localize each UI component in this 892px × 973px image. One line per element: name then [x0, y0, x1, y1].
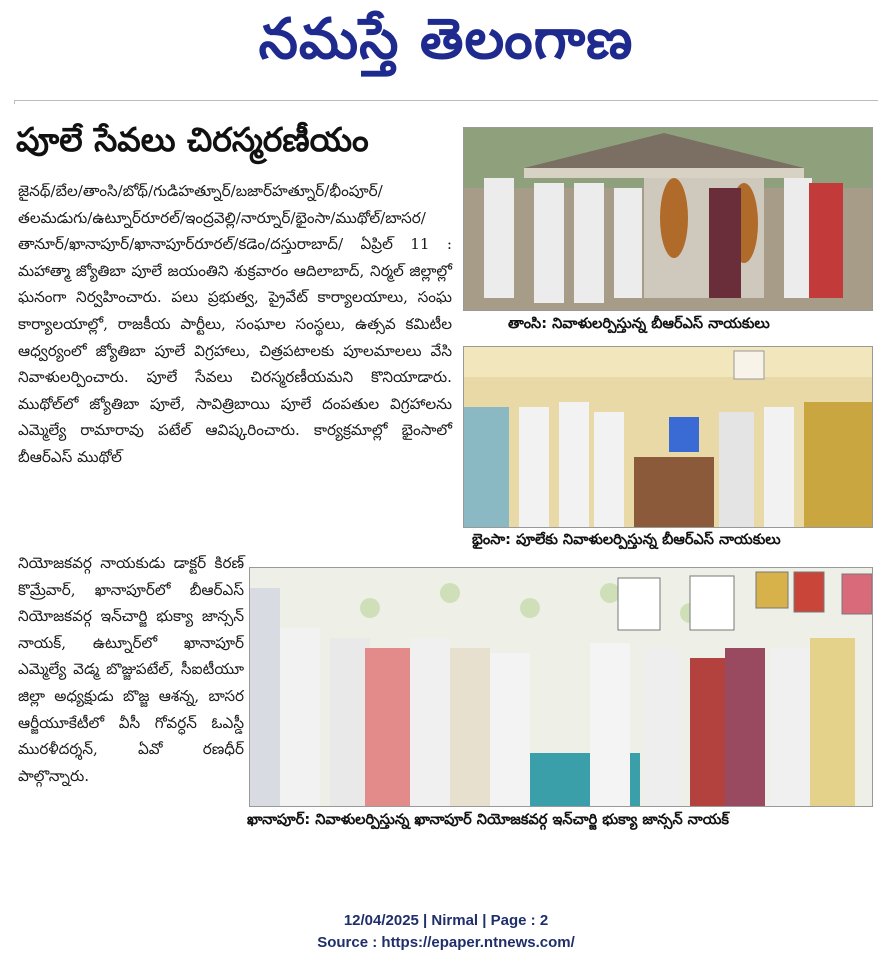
footer-dateline: 12/04/2025 | Nirmal | Page : 2 [343, 912, 549, 929]
left-divider [14, 100, 15, 104]
photo-bhainsa [463, 346, 873, 528]
photo-tamsi [463, 127, 873, 311]
photo-caption-tamsi: తాంసి: నివాళులర్పిస్తున్న బీఆర్‌ఎస్ నాయకులు [508, 316, 770, 332]
article-body-wide: జైనథ్/బేల/తాంసి/బోథ్/గుడిహత్నూర్/బజార్‌హత్నూర్/భీంపూర్/తలమడుగు/ఉట్నూర్‌రూరల్/ఇంద్రవెల్లి/నార్నూర్/భైంసా/ముథోల్/బాసర/తానూర్/ఖానాపూర్/ఖానాపూర్‌రూరల్/కడెం/దస్తురాబాద్/ ఏప్రిల్ 11 : మహాత్మా జ్యోతిబా పూలే జయంతిని శుక్రవారం ఆదిలాబాద్, నిర్మల్ జిల్లాల్లో ఘనంగా నిర్వహించారు. పలు ప్రభుత్వ, ప్రైవేట్ కార్యాలయాలు, సంఘ కార్యాలయాల్లో, రాజకీయ పార్టీలు, సంఘాల సంస్థలు, ఉత్సవ కమిటీల ఆధ్వర్యంలో జ్యోతిబా పూలే విగ్రహాలు, చిత్రపటాలకు పూలమాలలు వేసి నివాళులర్పించారు. పూలే సేవలు చిరస్మరణీయమని కొనియాడారు. ముథోల్‌లో జ్యోతిబా పూలే, సావిత్రిబాయి పూలే దంపతుల విగ్రహాలను ఎమ్మెల్యే రామారావు పటేల్ ఆవిష్కరించారు. కార్యక్రమాల్లో భైంసాలో బీఆర్‌ఎస్ ముథోల్ [18, 182, 452, 466]
photo-khanapur [249, 567, 873, 807]
article-body-narrow: నియోజకవర్గ నాయకుడు డాక్టర్ కిరణ్ కొమ్రేవార్, ఖానాపూర్‌లో బీఆర్‌ఎస్ నియోజకవర్గ ఇన్‌చార్జి భుక్యా జాన్సన్ నాయక్, ఉట్నూర్‌లో ఖానాపూర్ ఎమ్మెల్యే వెడ్మ బొజ్జుపటేల్, సీఐటీయూ జిల్లా అధ్యక్షుడు బొజ్జ ఆశన్న, బాసర ఆర్జీయూకేటీలో వీసీ గోవర్ధన్ ఓఎస్డీ మురళీదర్శన్, ఏవో రణధీర్ పాల్గొన్నారు. [18, 554, 244, 785]
top-divider [14, 100, 878, 101]
photo-caption-bhainsa: భైంసా: పూలేకు నివాళులర్పిస్తున్న బీఆర్‌ఎస్ నాయకులు [472, 532, 781, 548]
newspaper-title: నమస్తే తెలంగాణ [258, 7, 634, 72]
photo-caption-khanapur: ఖానాపూర్: నివాళులర్పిస్తున్న ఖానాపూర్ నియోజకవర్గ ఇన్‌చార్జి భుక్యా జాన్సన్ నాయక్ [247, 812, 729, 828]
article-headline: పూలే సేవలు చిరస్మరణీయం [16, 120, 369, 159]
footer-source: Source : https://epaper.ntnews.com/ [317, 934, 575, 951]
masthead [0, 0, 892, 88]
